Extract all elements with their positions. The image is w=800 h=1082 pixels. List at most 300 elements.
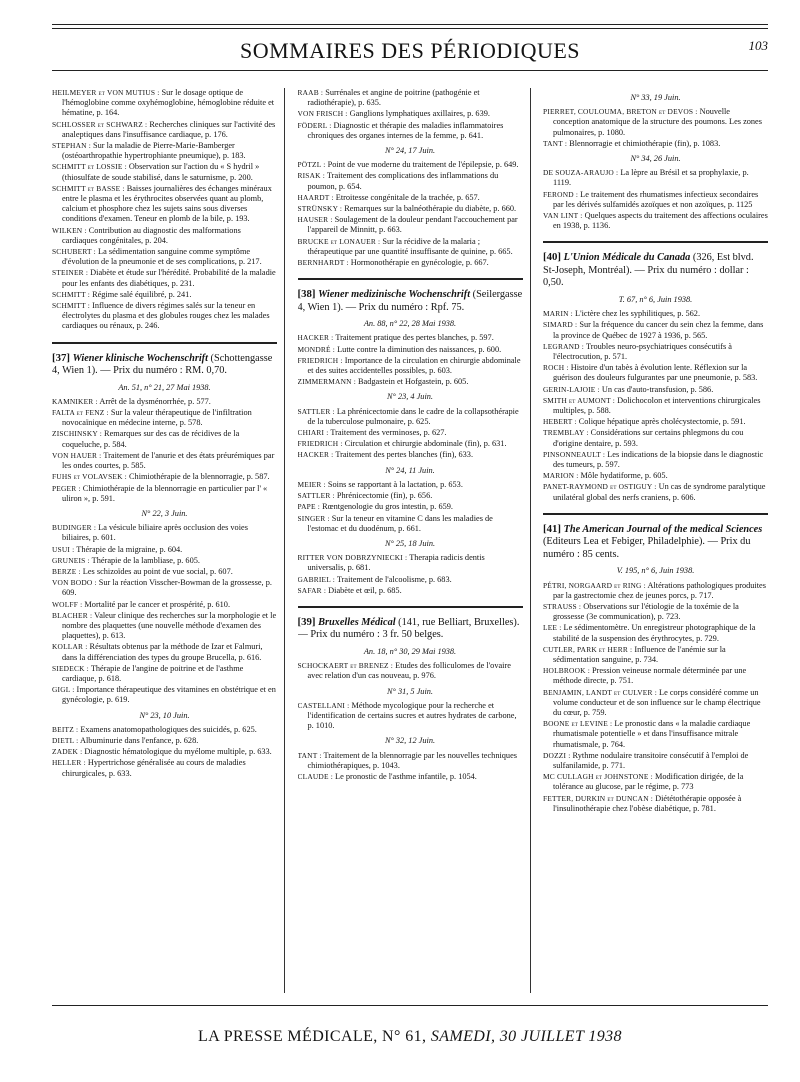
journal-address: (Seilergasse 4, Wien 1). — Prix du numéro : Rpf. 75.: [297, 289, 523, 313]
article-title: Arrêt de la dysménorrhée, p. 577.: [97, 396, 211, 406]
article-title: Soins se rapportant à la lactation, p. 653.: [325, 479, 463, 489]
article-entry: [543, 309, 768, 319]
article-entry: [52, 578, 277, 598]
article-title: Lutte contre la diminution des naissances, p. 600.: [335, 344, 502, 354]
article-title: Importance de la circulation en chirurgie abdominale et des suites accidentelles possibles, p. 603.: [307, 355, 521, 376]
article-title: Altérations pathologiques produites par la gastrectomie chez de jeunes porcs, p. 717.: [553, 580, 766, 600]
article-entry: [543, 623, 768, 643]
article-entry: [543, 666, 768, 686]
article-authors: PIERRET, COULOUMA, BRETON et DEVOS :: [543, 107, 698, 117]
article-title: Influence de divers régimes salés sur la teneur en électrolytes du plasma et des globules rouges chez les malades cardiaques ou rénaux, p. 246.: [62, 301, 270, 331]
journal-number: [41]: [543, 522, 561, 535]
article-entry: [543, 794, 768, 814]
article-title: Remarques sur la balnéothérapie du diabète, p. 660.: [342, 204, 517, 214]
article-title: Dolichocolon et interventions chirurgicales multiples, p. 588.: [553, 395, 761, 415]
article-authors: MONDRÉ :: [297, 344, 336, 354]
article-authors: MEIER :: [297, 479, 326, 489]
article-title: Badgastein et Hofgastein, p. 605.: [355, 377, 469, 387]
article-authors: SATTLER :: [297, 406, 335, 416]
article-authors: HACKER :: [297, 450, 334, 460]
article-authors: GABRIEL :: [297, 574, 335, 584]
article-authors: HAUSER :: [297, 215, 333, 225]
journal-address: (Schottengasse 4, Wien 1). — Prix du numéro : RM. 0,70.: [52, 352, 273, 377]
article-entry: [298, 356, 523, 376]
journal-address: (326, Est blvd. St-Joseph, Montréal). — Prix du numéro : dollar : 0,50.: [543, 252, 754, 289]
article-authors: LEGRAND :: [543, 341, 585, 351]
article-authors: BENJAMIN, LANDT et CULVER :: [543, 687, 657, 697]
article-entry: [543, 342, 768, 362]
article-entry: [52, 451, 277, 471]
article-authors: BERZE :: [52, 566, 81, 576]
article-title: La vésicule biliaire après occlusion des voies biliaires, p. 601.: [62, 523, 248, 543]
article-title: Thérapie de l'angine de poitrine et de l'asthme cardiaque, p. 618.: [62, 663, 244, 683]
article-title: Rœntgenologie du gros intestin, p. 659.: [320, 502, 453, 512]
article-title: Pression veineuse normale déterminée par une méthode directe, p. 751.: [553, 666, 747, 686]
article-title: Traitement de la blennorragie par les nouvelles techniques chimiothérapiques, p. 1043.: [307, 750, 517, 770]
header-rule: [52, 70, 768, 71]
article-authors: ZIMMERMANN :: [297, 377, 356, 387]
article-entry: [52, 429, 277, 449]
article-authors: WOLFF :: [52, 599, 83, 609]
article-authors: CLAUDE :: [297, 771, 333, 781]
article-title: Albuminurie dans l'enfance, p. 628.: [78, 735, 199, 745]
article-title: Sur la réaction Visscher-Bowman de la grossesse, p. 609.: [62, 578, 272, 598]
article-entry: [52, 408, 277, 428]
article-entry: [52, 141, 277, 161]
article-entry: [298, 502, 523, 512]
article-entry: [543, 139, 768, 149]
article-authors: STEINER :: [52, 268, 89, 278]
journal-name: Wiener medizinische Wochenschrift: [318, 289, 471, 301]
article-title: Modification dirigée, de la tolérance au glucose, par le régime, p. 773: [553, 772, 744, 792]
article-authors: SCHOCKAERT et BRENEZ :: [297, 661, 394, 671]
article-title: Chimiothérapie de la blennorragie en particulier par l' « uliron », p. 591.: [62, 483, 268, 503]
article-title: Histoire d'un tabès à évolution lente. Réflexion sur la guérison des douleurs fulgurantes par une pneumonie, p. 583.: [553, 363, 758, 383]
article-title: Le traitement des rhumatismes infectieux secondaires par les dérivés sulfamidés azoïques et non azoïques, p. 1125: [553, 189, 759, 209]
article-authors: SMITH et AUMONT :: [543, 395, 615, 405]
journal-name: L'Union Médicale du Canada: [563, 252, 691, 264]
article-title: Thérapie de la migraine, p. 604.: [74, 544, 183, 554]
article-title: Mortalité par le cancer et prospérité, p. 610.: [82, 599, 231, 609]
article-authors: TREMBLAY :: [543, 428, 589, 438]
article-title: L'ictère chez les syphilitiques, p. 562.: [572, 309, 701, 319]
article-entry: [298, 553, 523, 573]
article-title: Nouvelle conception anatomique de la structure des poumons. Les zones pulmonaires, p. 1080.: [553, 107, 762, 137]
footer-journal: LA PRESSE MÉDICALE, N° 61,: [198, 1028, 427, 1045]
article-title: Observation sur l'action du « S hydril » (thiosulfate de soude stabilisé, dans le saturnisme, p. 200.: [62, 162, 260, 182]
article-authors: HEBERT :: [543, 417, 577, 427]
article-authors: RISAK :: [297, 171, 325, 181]
article-title: La phrénicectomie dans le cadre de la collapsothérapie de la tuberculose pulmonaire, p. 625.: [307, 406, 519, 426]
article-authors: FRIEDRICH :: [297, 439, 343, 449]
article-title: Un cas d'auto-transfusion, p. 586.: [599, 384, 714, 394]
column-separator: [530, 88, 537, 993]
article-entry: [298, 109, 523, 119]
article-authors: TANT :: [543, 138, 568, 148]
article-entry: [52, 184, 277, 225]
article-title: Hormonothérapie en gynécologie, p. 667.: [348, 258, 489, 268]
article-authors: GRUNEIS :: [52, 555, 90, 565]
article-title: Le pronostic de l'asthme infantile, p. 1054.: [332, 771, 477, 781]
article-title: Diagnostic hématologique du myélome multiple, p. 633.: [82, 747, 272, 757]
issue-heading: N° 25, 18 Juin.: [384, 538, 436, 548]
article-title: Recherches cliniques sur l'activité des analeptiques dans l'insuffisance cardiaque, p. 176.: [62, 119, 276, 139]
journal-heading: [298, 606, 523, 642]
article-title: Môle hydatiforme, p. 605.: [578, 471, 668, 481]
article-entry: [52, 88, 277, 119]
top-rule-2: [52, 28, 768, 29]
article-entry: [543, 450, 768, 470]
issue-heading: T. 67, n° 6, Juin 1938.: [618, 294, 693, 304]
article-authors: BUDINGER :: [52, 523, 97, 533]
article-entry: [543, 396, 768, 416]
article-title: Traitement de l'alcoolisme, p. 683.: [334, 574, 452, 584]
article-entry: [298, 428, 523, 438]
article-title: Régime salé équilibré, p. 241.: [90, 289, 192, 299]
article-title: Point de vue moderne du traitement de l'épilepsie, p. 649.: [325, 160, 519, 170]
article-entry: [52, 301, 277, 332]
article-authors: DE SOUZA-ARAUJO :: [543, 168, 619, 178]
article-entry: [298, 514, 523, 534]
article-title: Méthode mycologique pour la recherche et l'identification de certains sucres et autres hydrates de carbone, p. 1010.: [307, 700, 517, 731]
article-title: Examens anatomopathologiques des suicidés, p. 625.: [78, 724, 257, 734]
article-entry: [298, 480, 523, 490]
article-title: Sur le dosage optique de l'hémoglobine comme oxyhémoglobine, hémoglobine réduite et hématine, p. 164.: [62, 88, 275, 118]
journal-heading: [543, 513, 768, 562]
article-entry: [52, 226, 277, 246]
article-title: Traitement des pertes blanches (fin), 633.: [333, 450, 474, 460]
article-title: Contribution au diagnostic des malformations cardiaques congénitales, p. 204.: [62, 225, 241, 245]
journal-name: The American Journal of the medical Sciences: [563, 523, 763, 535]
issue-heading: V. 195, n° 6, Juin 1938.: [616, 566, 695, 576]
article-authors: KAMNIKER :: [52, 396, 98, 406]
page-footer: [52, 1028, 768, 1046]
article-entry: [298, 237, 523, 257]
article-entry: [543, 471, 768, 481]
article-entry: [52, 725, 277, 735]
article-authors: MARION :: [543, 471, 579, 481]
article-authors: HELLER :: [52, 758, 86, 768]
article-entry: [52, 472, 277, 482]
article-entry: [52, 162, 277, 182]
article-entry: [298, 450, 523, 460]
article-authors: GIGL :: [52, 685, 75, 695]
article-authors: FETTER, DURKIN et DUNCAN :: [543, 793, 654, 803]
footer-date: SAMEDI, 30 JUILLET 1938: [430, 1028, 622, 1045]
article-entry: [298, 88, 523, 108]
article-authors: BRUCKE et LONAUER :: [297, 236, 381, 246]
journal-heading: [52, 342, 277, 378]
article-entry: [543, 107, 768, 138]
issue-heading: An. 88, n° 22, 28 Mai 1938.: [363, 319, 457, 329]
article-entry: [298, 772, 523, 782]
article-authors: SCHUBERT :: [52, 247, 96, 257]
article-entry: [298, 491, 523, 501]
article-entry: [52, 664, 277, 684]
column-3: [543, 88, 768, 993]
article-entry: [298, 171, 523, 191]
article-title: Résultats obtenus par la méthode de Izar et Falmuri, dans la différenciation des types du groupe Brucella, p. 616.: [62, 642, 263, 662]
article-authors: ROCH :: [543, 363, 569, 373]
article-title: Valeur clinique des recherches sur la morphologie et le nombre des plaquettes (une nouvelle méthode d'examen des plaquettes), p. 613.: [62, 610, 277, 641]
article-title: Sur la fréquence du cancer du sein chez la femme, dans la province de Québec de 1927 à 1936, p. 565.: [553, 320, 764, 340]
article-entry: [298, 258, 523, 268]
article-authors: PAPE :: [297, 502, 320, 512]
article-authors: STEPHAN :: [52, 141, 91, 151]
article-title: Les indications de la biopsie dans le diagnostic des tumeurs, p. 597.: [553, 449, 764, 469]
article-authors: FUHS et VOLAVSEK :: [52, 472, 127, 482]
article-entry: [52, 120, 277, 140]
journal-heading: [298, 278, 523, 314]
article-title: Thérapie de la lambliase, p. 605.: [89, 555, 200, 565]
article-authors: STRAUSS :: [543, 601, 582, 611]
page-title: SOMMAIRES DES PÉRIODIQUES: [239, 38, 581, 63]
article-entry: [52, 484, 277, 504]
issue-heading: N° 33, 19 Juin.: [630, 93, 681, 102]
article-entry: [298, 751, 523, 771]
article-title: Sur la teneur en vitamine C dans les maladies de l'estomac et du duodénum, p. 661.: [307, 513, 493, 533]
article-title: Surrénales et angine de poitrine (pathogénie et radiothérapie), p. 635.: [307, 88, 480, 108]
article-entry: [52, 600, 277, 610]
article-authors: GERIN-LAJOIE :: [543, 384, 600, 394]
article-authors: SAFAR :: [297, 585, 327, 595]
article-authors: WILKEN :: [52, 225, 87, 235]
article-title: Baisses journalières des échanges minéraux entre le plasma et les érythrocites observées quant au plomb, calcium et phosphore chez les sujets sains sous diverses conditions d'examen. Teneur en plomb de la bile, p. 193.: [62, 183, 272, 224]
article-entry: [52, 556, 277, 566]
article-authors: KOLLAR :: [52, 642, 88, 652]
article-authors: SCHLOSSER et SCHWARZ :: [52, 119, 148, 129]
issue-heading: N° 32, 12 Juin.: [384, 736, 436, 746]
article-entry: [543, 363, 768, 383]
article-authors: PANET-RAYMOND et OSTIGUY :: [543, 482, 657, 492]
article-title: Influence de l'anémie sur la sédimentation sanguine, p. 734.: [553, 644, 726, 664]
article-title: Etudes des folliculomes de l'ovaire avec relation d'un cas nouveau, p. 976.: [307, 661, 511, 681]
article-entry: [298, 575, 523, 585]
article-entry: [543, 581, 768, 601]
article-entry: [52, 611, 277, 642]
issue-heading: N° 31, 5 Juin.: [387, 686, 433, 696]
article-authors: SIEDECK :: [52, 663, 89, 673]
article-title: Colique hépatique après cholécystectomie, p. 591.: [576, 417, 746, 427]
journal-number: [40]: [543, 251, 561, 264]
article-authors: SATTLER :: [297, 491, 335, 501]
article-authors: TANT :: [297, 750, 322, 760]
article-entry: [52, 268, 277, 288]
article-entry: [52, 736, 277, 746]
article-title: La lèpre au Brésil et sa prophylaxie, p. 1119.: [553, 168, 749, 188]
article-authors: USUI :: [52, 544, 75, 554]
article-authors: PÖTZL :: [297, 160, 326, 170]
article-authors: SCHMITT et BASSE :: [52, 183, 125, 193]
article-authors: ZISCHINSKY :: [52, 429, 102, 439]
journal-heading: [543, 241, 768, 290]
column-2: [298, 88, 523, 993]
article-entry: [298, 377, 523, 387]
article-entry: [298, 345, 523, 355]
article-authors: PINSONNEAULT :: [543, 449, 606, 459]
article-entry: [298, 215, 523, 235]
article-authors: DIETL :: [52, 735, 79, 745]
article-authors: MC CULLAGH et JOHNSTONE :: [543, 772, 653, 782]
page-number: 103: [748, 38, 768, 53]
article-entry: [298, 121, 523, 141]
issue-heading: N° 23, 4 Juin.: [387, 392, 433, 402]
article-title: Diététothérapie opposée à l'insulinothérapie chez l'obèse diabétique, p. 781.: [553, 793, 742, 813]
article-title: Les schizoïdes au point de vue social, p. 607.: [80, 566, 233, 576]
article-authors: PÉTRI, NORGAARD et RING :: [543, 580, 646, 590]
article-entry: [543, 719, 768, 750]
article-authors: BLACHER :: [52, 610, 93, 620]
article-entry: [298, 204, 523, 214]
article-authors: FÖDERL :: [297, 120, 332, 130]
article-title: Sur la maladie de Pierre-Marie-Bamberger (ostéoarthropathie hypertrophiante pneumique), p. 183.: [62, 141, 246, 161]
journal-name: Bruxelles Médical: [318, 616, 396, 628]
article-title: Remarques sur des cas de récidives de la coqueluche, p. 584.: [62, 429, 240, 449]
article-authors: HACKER :: [297, 333, 334, 343]
article-entry: [52, 642, 277, 662]
article-authors: VAN LINT :: [543, 211, 583, 221]
columns: [52, 88, 768, 993]
article-title: Diabète et œil, p. 685.: [326, 585, 402, 595]
article-title: Traitement pratique des pertes blanches, p. 597.: [333, 333, 494, 343]
article-title: Rythme nodulaire transitoire consécutif à l'emploi de sulfanilamide, p. 771.: [553, 750, 749, 770]
article-title: Le pronostic dans « la maladie cardiaque rhumatismale potentielle » et dans l'insuffisance mitrale rhumatismale, p. 764.: [553, 719, 751, 749]
article-title: Diabète et étude sur l'hérédité. Probabilité de la maladie pour les enfants des diabétiques, p. 231.: [62, 268, 276, 288]
journal-number: [37]: [52, 351, 70, 364]
article-title: La sédimentation sanguine comme symptôme d'évolution de la pneumonie et de ses complications, p. 217.: [62, 247, 262, 267]
article-title: Sur la valeur thérapeutique de l'infiltration novocaïnique en médecine interne, p. 578.: [62, 408, 252, 428]
article-entry: [543, 320, 768, 340]
article-title: Un cas de syndrome paralytique unilatéral global des nerfs craniens, p. 606.: [553, 482, 766, 502]
article-authors: FALTA et FENZ :: [52, 408, 109, 418]
journal-page: [52, 18, 768, 1068]
article-entry: [52, 758, 277, 778]
article-entry: [52, 247, 277, 267]
journal-number: [39]: [297, 615, 316, 628]
column-1: [52, 88, 277, 993]
article-entry: [543, 385, 768, 395]
article-authors: HEILMEYER et VON MUTIUS :: [52, 88, 160, 97]
article-title: Observations sur l'étiologie de la toxémie de la grossesse (3e communication), p. 723.: [553, 601, 739, 622]
article-title: Traitement des complications des inflammations du poumon, p. 654.: [307, 171, 499, 191]
article-title: Sur la récidive de la malaria ; thérapeutique par une quantité insuffisante de quinine, p. 665.: [307, 236, 513, 256]
article-authors: RAAB :: [297, 88, 324, 97]
article-authors: VON FRISCH :: [297, 109, 348, 119]
article-entry: [52, 397, 277, 407]
article-authors: HAARDT :: [297, 192, 334, 202]
issue-heading: An. 51, n° 21, 27 Mai 1938.: [118, 382, 211, 392]
journal-name: Wiener klinische Wochenschrift: [72, 352, 208, 364]
column-separator: [284, 88, 291, 993]
article-authors: SCHMITT et LOSSIE :: [52, 162, 127, 172]
article-title: Traitement des verminoses, p. 627.: [328, 428, 447, 438]
article-authors: HOLBROOK :: [543, 666, 590, 676]
article-entry: [543, 417, 768, 427]
article-entry: [298, 333, 523, 343]
article-entry: [543, 688, 768, 719]
article-authors: FRIEDRICH :: [297, 355, 343, 365]
footer-rule: [52, 1005, 768, 1006]
article-title: Phrénicectomie (fin), p. 656.: [334, 491, 433, 501]
journal-address: (Editeurs Lea et Febiger, Philadelphie). — Prix du numéro : 85 cents.: [543, 536, 751, 560]
article-entry: [52, 545, 277, 555]
article-authors: LEE :: [543, 623, 562, 633]
article-title: Quelques aspects du traitement des affections oculaires en 1938, p. 1136.: [553, 211, 768, 231]
article-authors: ZADEK :: [52, 747, 83, 757]
article-authors: CHIARI :: [297, 428, 329, 438]
article-entry: [298, 661, 523, 681]
issue-heading: N° 23, 10 Juin.: [139, 710, 190, 720]
article-authors: CASTELLANI :: [297, 700, 350, 710]
issue-heading: N° 34, 26 Juin.: [630, 154, 681, 164]
article-entry: [543, 751, 768, 771]
article-title: Etroitesse congénitale de la trachée, p. 657.: [333, 192, 480, 202]
article-authors: VON BODO :: [52, 578, 97, 588]
article-title: Chimiothérapie de la blennorragie, p. 587.: [126, 472, 270, 482]
article-authors: BEITZ :: [52, 724, 79, 734]
article-entry: [543, 428, 768, 448]
article-authors: MARIN :: [543, 309, 573, 319]
article-authors: BOONE et LEVINE :: [543, 719, 613, 729]
article-entry: [298, 701, 523, 732]
article-entry: [298, 407, 523, 427]
article-entry: [52, 567, 277, 577]
top-rule-1: [52, 24, 768, 25]
article-authors: RITTER VON DOBRZYNIECKI :: [297, 553, 408, 563]
article-authors: FEROND :: [543, 189, 579, 199]
article-authors: PEGER :: [52, 483, 81, 493]
article-entry: [543, 168, 768, 188]
article-entry: [52, 523, 277, 543]
article-entry: [298, 193, 523, 203]
article-entry: [543, 602, 768, 622]
article-entry: [52, 685, 277, 705]
issue-heading: N° 24, 11 Juin.: [385, 465, 435, 475]
article-authors: BERNHARDT :: [297, 258, 349, 268]
article-authors: CUTLER, PARK et HERR :: [543, 644, 633, 654]
article-entry: [543, 482, 768, 502]
article-authors: SIMARD :: [543, 320, 578, 330]
article-authors: VON HAUER :: [52, 450, 102, 460]
article-entry: [543, 190, 768, 210]
article-title: Considérations sur certains phlegmons du cou d'origine dentaire, p. 593.: [553, 428, 744, 448]
article-entry: [543, 211, 768, 231]
article-title: Hypertrichose généralisée au cours de maladies chirurgicales, p. 633.: [62, 758, 246, 778]
article-authors: SCHMITT :: [52, 289, 91, 299]
article-entry: [543, 645, 768, 665]
issue-heading: An. 18, n° 30, 29 Mai 1938.: [363, 646, 457, 656]
issue-heading: N° 24, 17 Juin.: [384, 146, 436, 156]
article-entry: [52, 747, 277, 757]
article-authors: SINGER :: [297, 513, 330, 523]
article-authors: STRÜNSKY :: [297, 204, 343, 214]
article-entry: [298, 586, 523, 596]
article-title: Ganglions lymphatiques axillaires, p. 639.: [347, 109, 490, 119]
article-title: Troubles neuro-psychiatriques consécutifs à l'électrocution, p. 571.: [553, 341, 732, 361]
article-title: Diagnostic et thérapie des maladies inflammatoires chroniques des organes internes de la femme, p. 641.: [307, 120, 504, 140]
article-entry: [298, 439, 523, 449]
journal-address: (141, rue Belliart, Bruxelles). — Prix du numéro : 3 fr. 50 belges.: [297, 616, 520, 641]
article-authors: SCHMITT :: [52, 301, 91, 311]
article-title: Importance thérapeutique des vitamines en obstétrique et en gynécologie, p. 619.: [62, 685, 276, 705]
article-title: Soulagement de la douleur pendant l'accouchement par l'appareil de Minnitt, p. 663.: [307, 215, 518, 235]
article-title: Le corps considéré comme un volume conducteur et de son influence sur le champ électrique du cœur, p. 759.: [553, 687, 761, 717]
article-entry: [543, 772, 768, 792]
article-title: Therapia radicis dentis universalis, p. 681.: [307, 553, 485, 573]
journal-number: [38]: [297, 288, 316, 301]
article-title: Circulation et chirurgie abdominale (fin), p. 631.: [342, 439, 507, 449]
article-title: Traitement de l'anurie et des états préurémiques par les ondes courtes, p. 585.: [62, 450, 275, 471]
